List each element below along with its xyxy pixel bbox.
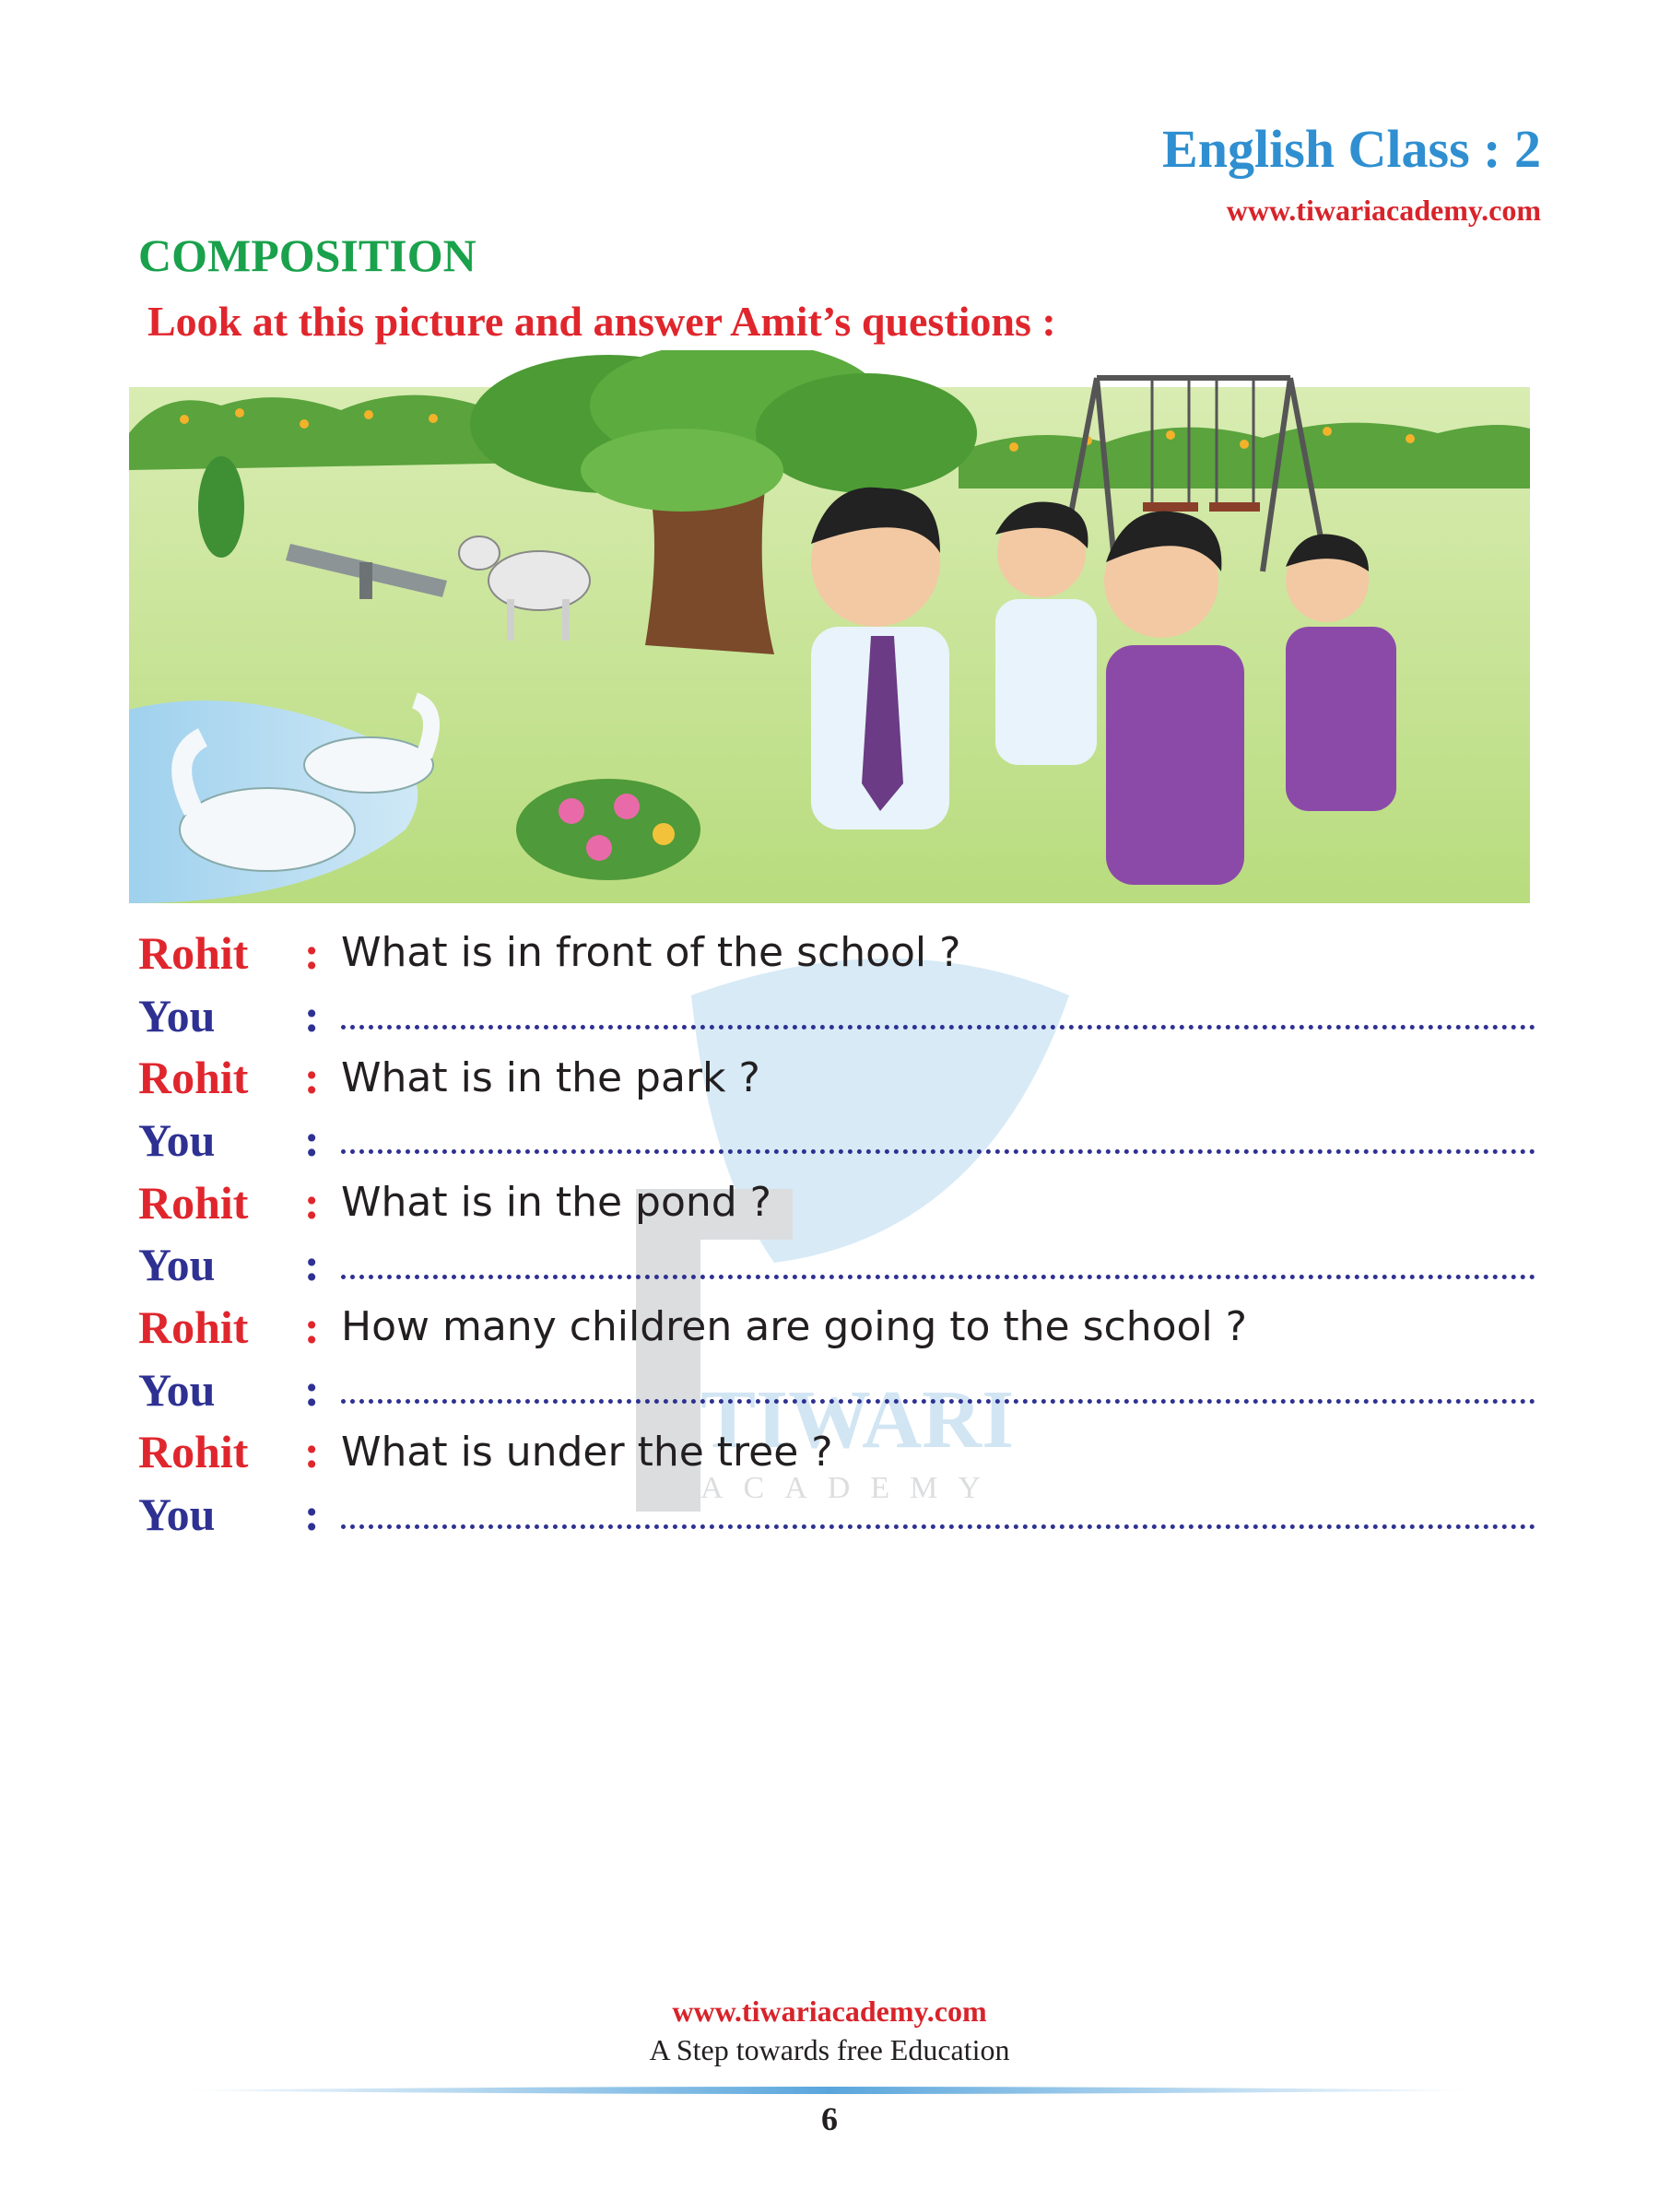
speaker-colon: : xyxy=(304,1176,320,1229)
page-number: 6 xyxy=(821,2100,838,2137)
speaker-colon: : xyxy=(304,1052,320,1104)
dialogue-row xyxy=(138,1296,1539,1359)
question-text: What is in the pond ? xyxy=(341,1179,772,1227)
section-title: COMPOSITION xyxy=(138,229,477,281)
small-tree xyxy=(198,456,244,558)
speaker-colon: : xyxy=(304,1363,320,1416)
speaker-colon: : xyxy=(304,1239,320,1291)
instruction-text: Look at this picture and answer Amit’s questions : xyxy=(147,298,1056,345)
question-text: What is in front of the school ? xyxy=(341,929,961,977)
dialogue-row xyxy=(138,1109,1539,1171)
speaker-you: You xyxy=(138,1488,216,1541)
speaker-colon: : xyxy=(304,1300,320,1353)
footer-url[interactable]: www.tiwariacademy.com xyxy=(672,1994,987,2028)
question-text: What is in the park ? xyxy=(341,1053,760,1101)
speaker-you: You xyxy=(138,1363,216,1416)
watermark-word: TIWARI xyxy=(700,1374,1015,1465)
speaker-colon: : xyxy=(304,1426,320,1478)
footer-tagline: A Step towards free Education xyxy=(649,2033,1010,2066)
header-title: English Class : 2 xyxy=(1162,119,1541,179)
dialogue-row xyxy=(138,1046,1539,1109)
dialogue-row xyxy=(138,1233,1539,1296)
dialogue-row xyxy=(138,1359,1539,1421)
dialogue-row xyxy=(138,1483,1539,1546)
header-url[interactable]: www.tiwariacademy.com xyxy=(1226,194,1541,227)
speaker-you: You xyxy=(138,1113,216,1166)
dialogue xyxy=(138,922,1539,1546)
speaker-colon: : xyxy=(304,1488,320,1541)
answer-line[interactable] xyxy=(341,1025,1535,1030)
speaker-colon: : xyxy=(304,989,320,1041)
answer-line[interactable] xyxy=(341,1149,1535,1154)
answer-line[interactable] xyxy=(341,1524,1535,1529)
dialogue-row xyxy=(138,984,1539,1047)
dialogue-row xyxy=(138,1171,1539,1234)
speaker-rohit: Rohit xyxy=(138,1300,249,1353)
dialogue-row xyxy=(138,1421,1539,1484)
footer-divider xyxy=(175,2085,1484,2096)
question-text: What is under the tree ? xyxy=(341,1428,833,1476)
dialogue-row xyxy=(138,922,1539,984)
park-illustration xyxy=(129,350,1530,903)
watermark-sub: ACADEMY xyxy=(700,1471,1001,1505)
answer-line[interactable] xyxy=(341,1275,1535,1279)
speaker-rohit: Rohit xyxy=(138,1176,249,1229)
speaker-rohit: Rohit xyxy=(138,1052,249,1104)
answer-line[interactable] xyxy=(341,1399,1535,1404)
speaker-colon: : xyxy=(304,1113,320,1166)
question-text: How many children are going to the school ? xyxy=(341,1303,1248,1351)
speaker-rohit: Rohit xyxy=(138,1426,249,1478)
flowers xyxy=(516,779,700,880)
speaker-colon: : xyxy=(304,926,320,979)
speaker-rohit: Rohit xyxy=(138,926,249,979)
speaker-you: You xyxy=(138,1239,216,1291)
speaker-you: You xyxy=(138,989,216,1041)
